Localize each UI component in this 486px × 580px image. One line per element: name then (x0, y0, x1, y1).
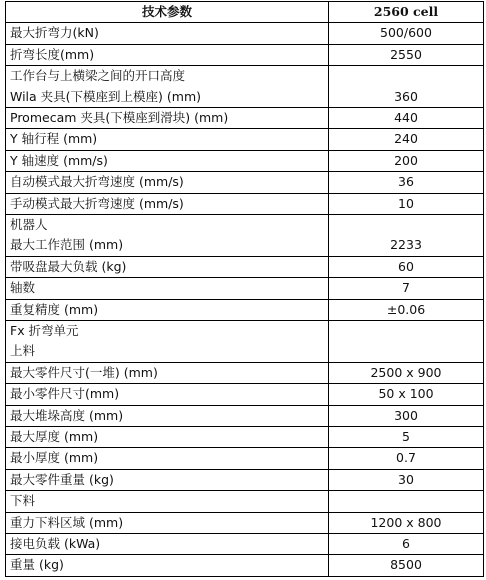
row-label: 带吸盘最大负载 (kg) (6, 256, 329, 277)
table-row (6, 491, 484, 512)
table-row (6, 150, 484, 171)
row-value: 2550 (329, 44, 484, 65)
section-heading-robot: 机器人 (10, 217, 48, 233)
row-label: 最大厚度 (mm) (6, 427, 329, 448)
row-label: 重力下料区域 (mm) (6, 512, 329, 533)
table-row (6, 299, 484, 320)
row-label: 自动模式最大折弯速度 (mm/s) (6, 172, 329, 193)
row-value: 8500 (329, 555, 484, 576)
row-label: 轴数 (6, 278, 329, 299)
row-value: 200 (329, 150, 484, 171)
row-value: 10 (329, 193, 484, 214)
row-label: 最大零件尺寸(一堆) (mm) (6, 362, 329, 383)
row-label (6, 215, 329, 257)
row-label: 折弯长度(mm) (6, 44, 329, 65)
row-value (329, 321, 484, 363)
row-label: Y 轴速度 (mm/s) (6, 150, 329, 171)
table-row (6, 172, 484, 193)
row-label: 接电负载 (kWa) (6, 534, 329, 555)
table-row (6, 362, 484, 383)
row-value: ±0.06 (329, 299, 484, 320)
table-row (6, 321, 484, 363)
row-value: 6 (329, 534, 484, 555)
row-value: 2233 (329, 215, 484, 257)
row-label: 最小零件尺寸(mm) (6, 384, 329, 405)
row-value: 500/600 (329, 23, 484, 44)
row-value: 360 (329, 66, 484, 108)
row-label: Promecam 夹具(下模座到滑块) (mm) (6, 108, 329, 129)
row-value: 60 (329, 256, 484, 277)
row-value: 7 (329, 278, 484, 299)
row-value: 2500 x 900 (329, 362, 484, 383)
table-row (6, 448, 484, 469)
row-value: 5 (329, 427, 484, 448)
table-row (6, 193, 484, 214)
row-value: 240 (329, 129, 484, 150)
table-row (6, 555, 484, 576)
section-heading-unloading: 下料 (6, 491, 329, 512)
row-label: 最小厚度 (mm) (6, 448, 329, 469)
table-row (6, 278, 484, 299)
row-value: 36 (329, 172, 484, 193)
table-row (6, 427, 484, 448)
header-param: 技术参数 (6, 2, 329, 23)
table-row (6, 108, 484, 129)
row-label (6, 321, 329, 363)
row-value: 300 (329, 405, 484, 426)
row-label: Y 轴行程 (mm) (6, 129, 329, 150)
table-row (6, 44, 484, 65)
row-value: 1200 x 800 (329, 512, 484, 533)
row-label: 重复精度 (mm) (6, 299, 329, 320)
row-label: 手动模式最大折弯速度 (mm/s) (6, 193, 329, 214)
row-value (329, 491, 484, 512)
table-row (6, 256, 484, 277)
table-row (6, 534, 484, 555)
row-label-line2: 最大工作范围 (mm) (10, 237, 124, 253)
section-heading-loading: 上料 (10, 343, 36, 359)
row-value: 50 x 100 (329, 384, 484, 405)
table-header-row (6, 2, 484, 23)
row-label: 重量 (kg) (6, 555, 329, 576)
row-label (6, 66, 329, 108)
spec-table (5, 1, 484, 577)
row-value: 30 (329, 469, 484, 490)
row-value: 0.7 (329, 448, 484, 469)
header-model: 2560 cell (329, 2, 484, 23)
row-value: 440 (329, 108, 484, 129)
row-label: 最大折弯力(kN) (6, 23, 329, 44)
row-label-line1: 工作台与上横梁之间的开口高度 (10, 68, 186, 84)
section-heading-fx: Fx 折弯单元 (10, 323, 79, 339)
table-row (6, 23, 484, 44)
row-label: 最大堆垛高度 (mm) (6, 405, 329, 426)
table-row (6, 66, 484, 108)
table-row (6, 469, 484, 490)
row-label: 最大零件重量 (kg) (6, 469, 329, 490)
table-row (6, 512, 484, 533)
row-label-line2: Wila 夹具(下模座到上模座) (mm) (10, 88, 201, 104)
table-row (6, 215, 484, 257)
table-row (6, 129, 484, 150)
table-row (6, 405, 484, 426)
table-row (6, 384, 484, 405)
